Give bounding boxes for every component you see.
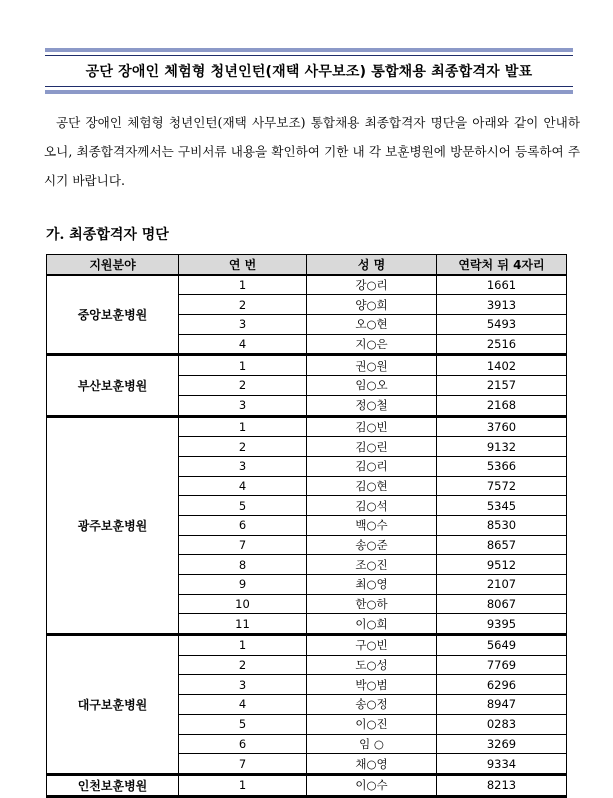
row-contact-cell: 7769 [437,655,567,675]
row-number-cell: 3 [179,315,307,335]
row-number-cell: 6 [179,734,307,754]
row-number-cell: 5 [179,496,307,516]
title-box [45,48,573,94]
hospital-cell: 대구보훈병원 [47,635,179,775]
row-name-cell: 양○희 [307,295,437,315]
hospital-cell: 부산보훈병원 [47,355,179,416]
row-number-cell: 2 [179,376,307,396]
row-number-cell: 6 [179,515,307,535]
row-name-cell: 송○준 [307,535,437,555]
row-number-cell: 1 [179,355,307,376]
row-contact-cell: 8067 [437,594,567,614]
row-contact-cell: 2516 [437,334,567,355]
row-contact-cell: 0283 [437,714,567,734]
row-contact-cell: 3269 [437,734,567,754]
row-number-cell: 8 [179,555,307,575]
header-name: 성 명 [307,255,437,275]
row-name-cell: 박○범 [307,675,437,695]
row-number-cell: 3 [179,395,307,416]
row-contact-cell: 5649 [437,635,567,656]
row-contact-cell: 5345 [437,496,567,516]
row-number-cell: 3 [179,456,307,476]
row-contact-cell: 9334 [437,754,567,775]
row-number-cell: 2 [179,655,307,675]
row-name-cell: 임 ○ [307,734,437,754]
row-name-cell: 도○성 [307,655,437,675]
row-contact-cell: 1661 [437,275,567,295]
row-name-cell: 오○현 [307,315,437,335]
row-name-cell: 임○오 [307,376,437,396]
row-contact-cell: 9132 [437,437,567,457]
row-number-cell: 9 [179,575,307,595]
row-number-cell: 10 [179,594,307,614]
row-number-cell: 1 [179,774,307,796]
row-contact-cell: 8657 [437,535,567,555]
row-number-cell: 4 [179,334,307,355]
row-name-cell: 백○수 [307,515,437,535]
row-contact-cell: 3913 [437,295,567,315]
hospital-cell: 인천보훈병원 [47,774,179,796]
row-name-cell: 김○현 [307,476,437,496]
row-number-cell: 5 [179,714,307,734]
row-contact-cell: 2168 [437,395,567,416]
results-body [47,275,567,796]
header-number: 연 번 [179,255,307,275]
row-name-cell: 지○은 [307,334,437,355]
row-contact-cell: 7572 [437,476,567,496]
row-contact-cell: 1402 [437,355,567,376]
row-contact-cell: 8947 [437,695,567,715]
section-title: 가. 최종합격자 명단 [46,227,169,243]
row-name-cell: 김○린 [307,437,437,457]
row-name-cell: 김○석 [307,496,437,516]
row-contact-cell: 3760 [437,416,567,437]
row-contact-cell: 9395 [437,614,567,635]
row-number-cell: 4 [179,695,307,715]
table-row [47,635,567,656]
row-number-cell: 4 [179,476,307,496]
hospital-cell: 광주보훈병원 [47,416,179,635]
row-number-cell: 2 [179,295,307,315]
row-contact-cell: 6296 [437,675,567,695]
row-contact-cell: 2107 [437,575,567,595]
row-number-cell: 11 [179,614,307,635]
row-name-cell: 구○빈 [307,635,437,656]
row-name-cell: 이○희 [307,614,437,635]
row-number-cell: 1 [179,635,307,656]
table-row [47,275,567,295]
table-row [47,416,567,437]
row-name-cell: 송○정 [307,695,437,715]
row-contact-cell: 8213 [437,774,567,796]
row-name-cell: 권○원 [307,355,437,376]
intro-paragraph: 공단 장애인 체험형 청년인턴(재택 사무보조) 통합채용 최종합격자 명단을 아래와 같이 안내하오니, 최종합격자께서는 구비서류 내용을 확인하여 기한 내 각 보훈병원에 방문하시어 등록하여 주시기 바랍니다. [44,115,580,188]
results-table [46,254,567,798]
header-field: 지원분야 [47,255,179,275]
row-name-cell: 조○진 [307,555,437,575]
row-name-cell: 한○하 [307,594,437,614]
row-name-cell: 채○영 [307,754,437,775]
header-contact: 연락처 뒤 4자리 [437,255,567,275]
page-title: 공단 장애인 체험형 청년인턴(재택 사무보조) 통합채용 최종합격자 발표 [85,64,533,80]
table-row [47,355,567,376]
row-name-cell: 이○진 [307,714,437,734]
row-name-cell: 최○영 [307,575,437,595]
row-number-cell: 7 [179,754,307,775]
row-contact-cell: 8530 [437,515,567,535]
row-number-cell: 1 [179,416,307,437]
row-name-cell: 이○수 [307,774,437,796]
row-number-cell: 1 [179,275,307,295]
row-contact-cell: 9512 [437,555,567,575]
row-contact-cell: 5366 [437,456,567,476]
row-name-cell: 정○철 [307,395,437,416]
row-contact-cell: 2157 [437,376,567,396]
table-header-row [47,255,567,275]
hospital-cell: 중앙보훈병원 [47,275,179,355]
row-number-cell: 3 [179,675,307,695]
row-name-cell: 강○리 [307,275,437,295]
row-name-cell: 김○리 [307,456,437,476]
row-number-cell: 7 [179,535,307,555]
row-name-cell: 김○빈 [307,416,437,437]
row-number-cell: 2 [179,437,307,457]
row-contact-cell: 5493 [437,315,567,335]
